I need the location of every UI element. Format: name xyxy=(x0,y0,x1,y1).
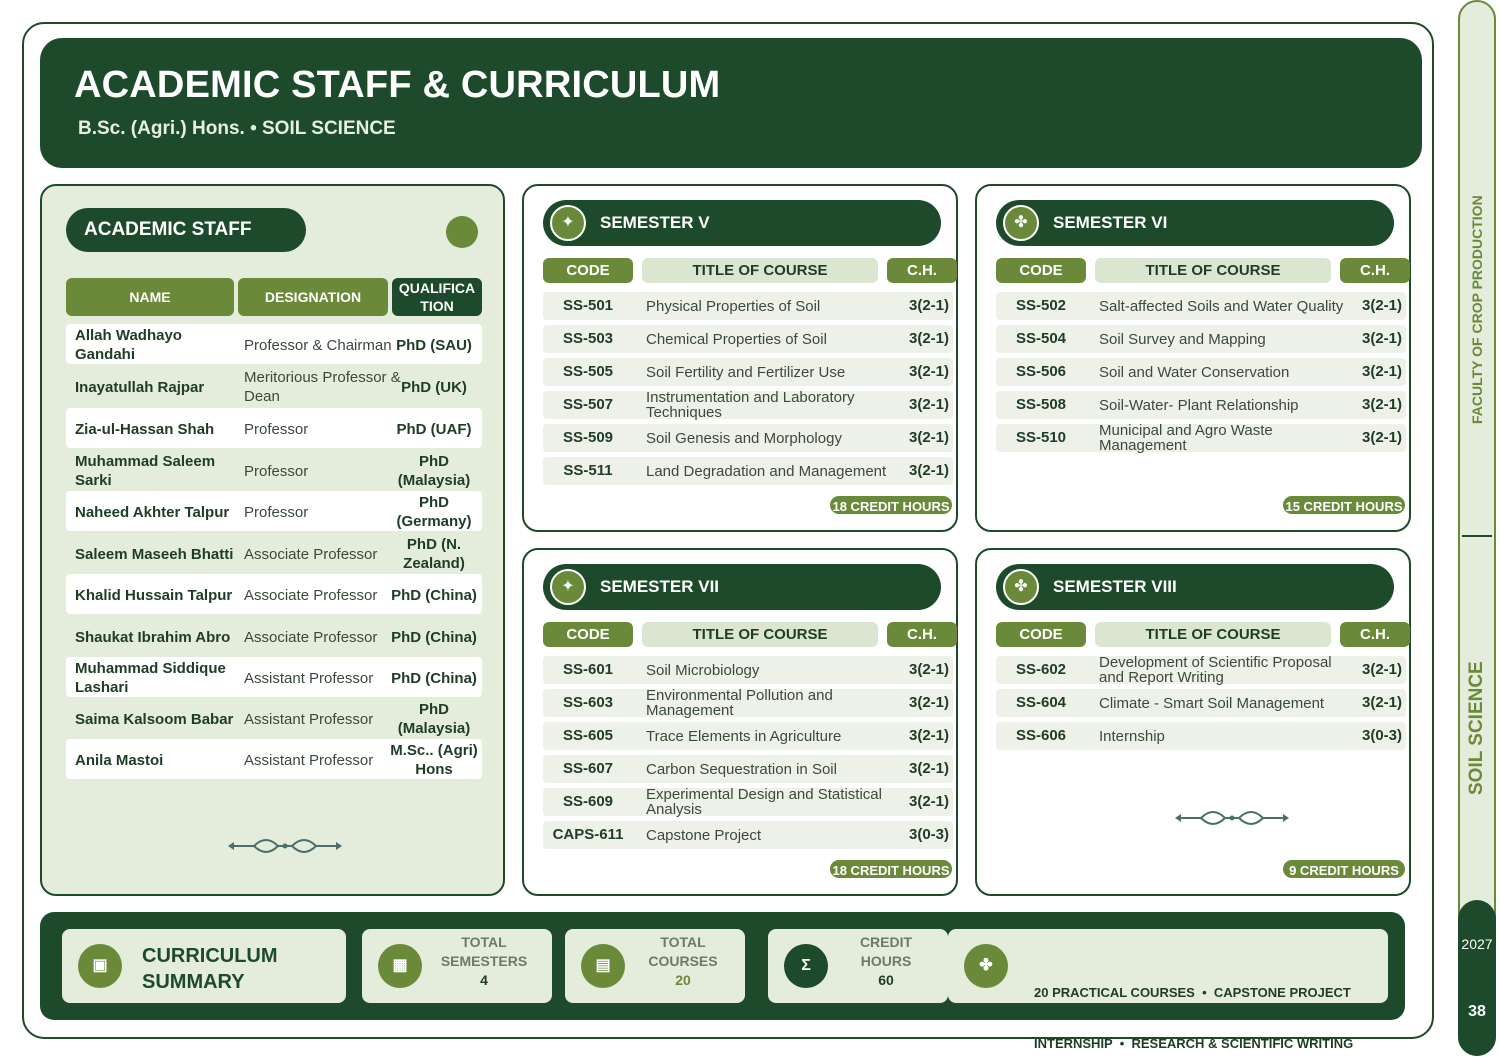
course-code: SS-502 xyxy=(1015,297,1067,314)
star-icon: ✦ xyxy=(550,569,586,605)
staff-designation: Professor xyxy=(244,462,309,480)
course-credit-hours: 3(2-1) xyxy=(908,330,949,347)
course-credit-hours: 3(2-1) xyxy=(908,727,949,744)
course-row xyxy=(543,821,953,849)
course-code: SS-507 xyxy=(562,396,614,413)
course-code: SS-509 xyxy=(562,429,614,446)
course-code: SS-510 xyxy=(1015,429,1067,446)
summary-title-card xyxy=(62,929,346,1003)
staff-designation: Professor & Chairman xyxy=(244,336,392,354)
side-strip-divider xyxy=(1462,535,1492,537)
credit-hours-card xyxy=(768,929,948,1003)
page-number: 38 xyxy=(1468,1003,1486,1020)
staff-row xyxy=(66,533,482,573)
credit-value: 60 xyxy=(878,972,894,988)
course-credit-hours: 3(2-1) xyxy=(908,297,949,314)
course-code: SS-602 xyxy=(1015,661,1067,678)
curriculum-summary-bar xyxy=(40,912,1405,1051)
course-code: SS-606 xyxy=(1015,727,1067,744)
summary-square-icon: ▣ xyxy=(78,944,122,988)
page-subtitle: B.Sc. (Agri.) Hons. • SOIL SCIENCE xyxy=(78,118,396,139)
column-title: TITLE OF COURSE xyxy=(642,258,878,283)
staff-row xyxy=(66,574,482,614)
course-row xyxy=(996,292,1406,320)
course-row xyxy=(996,722,1406,750)
page-number-block xyxy=(1458,900,1496,1056)
semesters-value: 4 xyxy=(480,972,488,988)
clover-icon: ✤ xyxy=(1003,569,1039,605)
features-card xyxy=(948,929,1388,1051)
course-code: SS-604 xyxy=(1015,694,1067,711)
staff-designation: Assistant Professor xyxy=(244,710,374,728)
course-row xyxy=(543,292,953,320)
total-courses-card xyxy=(565,929,745,1003)
course-code: SS-601 xyxy=(562,661,614,678)
semester-header xyxy=(996,564,1394,610)
course-row xyxy=(543,689,953,717)
semesters-label1: TOTAL xyxy=(461,934,507,950)
course-title: Chemical Properties of Soil xyxy=(646,330,827,348)
staff-designation: Professor xyxy=(244,420,309,438)
course-title: Experimental Design and Statistical Analysis xyxy=(646,786,882,818)
course-row xyxy=(543,424,953,452)
sigma-icon: Σ xyxy=(784,944,828,988)
course-credit-hours: 3(2-1) xyxy=(1361,363,1402,380)
course-row xyxy=(996,424,1406,452)
course-row xyxy=(543,391,953,419)
course-row xyxy=(543,788,953,816)
semester-credit-badge: 18 CREDIT HOURS xyxy=(828,494,954,516)
staff-row xyxy=(66,657,482,697)
staff-qualification: PhD (Malaysia) xyxy=(397,701,471,737)
credit-label1: CREDIT xyxy=(859,934,913,950)
summary-title-line1: CURRICULUM xyxy=(142,945,278,967)
staff-row xyxy=(66,616,482,656)
page-header xyxy=(40,38,1422,168)
course-title: Municipal and Agro Waste Management xyxy=(1099,422,1273,454)
semester-vi-panel xyxy=(975,184,1411,532)
staff-qualification: PhD (Malaysia) xyxy=(397,453,471,489)
staff-designation: Professor xyxy=(244,503,309,521)
column-title: TITLE OF COURSE xyxy=(1095,258,1331,283)
course-code: SS-609 xyxy=(562,793,614,810)
course-row xyxy=(996,358,1406,386)
course-credit-hours: 3(2-1) xyxy=(908,462,949,479)
staff-row xyxy=(66,698,482,738)
column-credit-hours: C.H. xyxy=(1340,258,1410,283)
course-title: Salt-affected Soils and Water Quality xyxy=(1099,297,1344,315)
star-icon: ✦ xyxy=(550,205,586,241)
course-credit-hours: 3(0-3) xyxy=(1361,727,1402,744)
course-code: SS-607 xyxy=(562,760,614,777)
column-code: CODE xyxy=(996,258,1086,283)
course-title: Soil Microbiology xyxy=(646,661,760,679)
list-icon: ▤ xyxy=(581,944,625,988)
course-title: Internship xyxy=(1099,727,1165,745)
course-title: Climate - Smart Soil Management xyxy=(1099,694,1325,712)
staff-column-qualification: QUALIFICA TION xyxy=(392,278,482,316)
staff-designation: Associate Professor xyxy=(244,586,378,604)
course-row xyxy=(996,656,1406,684)
staff-row xyxy=(66,366,482,406)
course-credit-hours: 3(2-1) xyxy=(908,661,949,678)
staff-name: Shaukat Ibrahim Abro xyxy=(75,628,231,646)
semester-vii-panel xyxy=(522,548,958,896)
semester-title: SEMESTER VIII xyxy=(1053,577,1177,596)
staff-name: Naheed Akhter Talpur xyxy=(75,503,230,521)
course-title: Capstone Project xyxy=(646,826,762,844)
staff-designation: Associate Professor xyxy=(244,628,378,646)
semester-v-panel xyxy=(522,184,958,532)
semesters-label2: SEMESTERS xyxy=(440,953,528,969)
course-code: CAPS-611 xyxy=(552,826,624,843)
column-code: CODE xyxy=(996,622,1086,647)
course-title: Environmental Pollution and Management xyxy=(646,687,833,719)
course-title: Carbon Sequestration in Soil xyxy=(646,760,837,778)
course-credit-hours: 3(0-3) xyxy=(908,826,949,843)
staff-name: Muhammad Saleem Sarki xyxy=(75,453,216,489)
staff-name: Allah Wadhayo Gandahi xyxy=(75,327,182,363)
staff-qualification: PhD (SAU) xyxy=(396,336,472,354)
course-title: Soil Genesis and Morphology xyxy=(646,429,842,447)
courses-label2: COURSES xyxy=(648,953,718,969)
staff-qualification: PhD (China) xyxy=(391,586,477,604)
course-credit-hours: 3(2-1) xyxy=(1361,429,1402,446)
column-title: TITLE OF COURSE xyxy=(642,622,878,647)
column-code: CODE xyxy=(543,258,633,283)
staff-column-name: NAME xyxy=(66,278,234,316)
features-line1: 20 PRACTICAL COURSES • CAPSTONE PROJECT xyxy=(1034,985,1351,1000)
column-credit-hours: C.H. xyxy=(887,258,957,283)
staff-row xyxy=(66,450,482,490)
staff-name: Anila Mastoi xyxy=(75,751,164,769)
staff-qualification: PhD (China) xyxy=(391,669,477,687)
staff-qualification: M.Sc.. (Agri) Hons xyxy=(390,742,478,778)
course-title: Soil Fertility and Fertilizer Use xyxy=(646,363,846,381)
semester-header xyxy=(543,200,941,246)
staff-row xyxy=(66,408,482,448)
faculty-label: FACULTY OF CROP PRODUCTION xyxy=(1469,195,1485,424)
courses-label1: TOTAL xyxy=(660,934,706,950)
staff-column-designation: DESIGNATION xyxy=(238,278,388,316)
course-code: SS-504 xyxy=(1015,330,1067,347)
staff-row xyxy=(66,491,482,531)
decorative-dot-icon xyxy=(446,216,478,248)
semester-credit-badge: 9 CREDIT HOURS xyxy=(1281,858,1407,880)
grid-icon: ▦ xyxy=(378,944,422,988)
course-code: SS-501 xyxy=(562,297,614,314)
course-code: SS-503 xyxy=(562,330,614,347)
staff-name: Saima Kalsoom Babar xyxy=(75,710,234,728)
course-title: Soil Survey and Mapping xyxy=(1099,330,1266,348)
staff-designation: Assistant Professor xyxy=(244,751,374,769)
course-code: SS-605 xyxy=(562,727,614,744)
credit-label2: HOURS xyxy=(860,953,912,969)
side-strip xyxy=(1458,0,1496,1056)
course-credit-hours: 3(2-1) xyxy=(908,396,949,413)
ornament-divider-icon xyxy=(226,834,344,858)
course-title: Physical Properties of Soil xyxy=(646,297,821,315)
course-title: Soil-Water- Plant Relationship xyxy=(1099,396,1299,414)
course-credit-hours: 3(2-1) xyxy=(908,694,949,711)
clover-icon: ✤ xyxy=(1003,205,1039,241)
courses-value: 20 xyxy=(675,972,691,988)
page-title: ACADEMIC STAFF & CURRICULUM xyxy=(74,64,721,106)
staff-name: Inayatullah Rajpar xyxy=(75,378,205,396)
course-code: SS-505 xyxy=(562,363,614,380)
clover-icon: ✤ xyxy=(964,944,1008,988)
course-title: Development of Scientific Proposal and Report Writing xyxy=(1099,654,1332,686)
course-credit-hours: 3(2-1) xyxy=(1361,297,1402,314)
staff-qualification: PhD (China) xyxy=(391,628,477,646)
course-credit-hours: 3(2-1) xyxy=(908,793,949,810)
ornament-divider-icon xyxy=(1173,806,1291,830)
course-code: SS-508 xyxy=(1015,396,1067,413)
course-row xyxy=(996,689,1406,717)
course-row xyxy=(996,391,1406,419)
course-title: Land Degradation and Management xyxy=(646,462,887,480)
staff-qualification: PhD (N. Zealand) xyxy=(403,536,465,572)
semester-title: SEMESTER V xyxy=(600,213,710,232)
semester-title: SEMESTER VI xyxy=(1053,213,1168,232)
semester-title: SEMESTER VII xyxy=(600,577,720,596)
course-credit-hours: 3(2-1) xyxy=(908,760,949,777)
summary-title-line2: SUMMARY xyxy=(142,971,245,993)
staff-name: Muhammad Siddique Lashari xyxy=(75,660,226,696)
total-semesters-card xyxy=(362,929,552,1003)
staff-designation: Associate Professor xyxy=(244,545,378,563)
course-code: SS-603 xyxy=(562,694,614,711)
features-line2: INTERNSHIP • RESEARCH & SCIENTIFIC WRITING xyxy=(1034,1036,1354,1051)
course-row xyxy=(543,722,953,750)
course-title: Instrumentation and Laboratory Techniques xyxy=(646,389,855,421)
course-credit-hours: 3(2-1) xyxy=(1361,694,1402,711)
semester-header xyxy=(996,200,1394,246)
column-title: TITLE OF COURSE xyxy=(1095,622,1331,647)
staff-designation: Meritorious Professor & Dean xyxy=(244,369,401,405)
department-label: SOIL SCIENCE xyxy=(1466,661,1487,795)
staff-panel-title: ACADEMIC STAFF xyxy=(66,208,306,252)
course-row xyxy=(543,755,953,783)
academic-staff-panel xyxy=(40,184,505,896)
course-code: SS-511 xyxy=(563,462,613,479)
course-credit-hours: 3(2-1) xyxy=(908,363,949,380)
staff-row xyxy=(66,324,482,364)
column-credit-hours: C.H. xyxy=(1340,622,1410,647)
semester-viii-panel xyxy=(975,548,1411,896)
semester-credit-badge: 15 CREDIT HOURS xyxy=(1281,494,1407,516)
staff-row xyxy=(66,739,482,779)
staff-qualification: PhD (UK) xyxy=(401,378,467,396)
course-row xyxy=(543,457,953,485)
staff-name: Zia-ul-Hassan Shah xyxy=(75,420,215,438)
course-credit-hours: 3(2-1) xyxy=(1361,661,1402,678)
year-label: 2027 xyxy=(1461,936,1493,952)
course-row xyxy=(543,358,953,386)
staff-name: Khalid Hussain Talpur xyxy=(75,586,233,604)
column-code: CODE xyxy=(543,622,633,647)
course-title: Trace Elements in Agriculture xyxy=(646,727,842,745)
course-row xyxy=(996,325,1406,353)
semester-credit-badge: 18 CREDIT HOURS xyxy=(828,858,954,880)
staff-qualification: PhD (UAF) xyxy=(396,420,472,438)
course-code: SS-506 xyxy=(1015,363,1067,380)
staff-designation: Assistant Professor xyxy=(244,669,374,687)
course-row xyxy=(543,325,953,353)
course-credit-hours: 3(2-1) xyxy=(908,429,949,446)
staff-qualification: PhD (Germany) xyxy=(396,494,472,530)
course-credit-hours: 3(2-1) xyxy=(1361,396,1402,413)
staff-name: Saleem Maseeh Bhatti xyxy=(75,545,234,563)
course-row xyxy=(543,656,953,684)
column-credit-hours: C.H. xyxy=(887,622,957,647)
course-credit-hours: 3(2-1) xyxy=(1361,330,1402,347)
semester-header xyxy=(543,564,941,610)
course-title: Soil and Water Conservation xyxy=(1099,363,1290,381)
